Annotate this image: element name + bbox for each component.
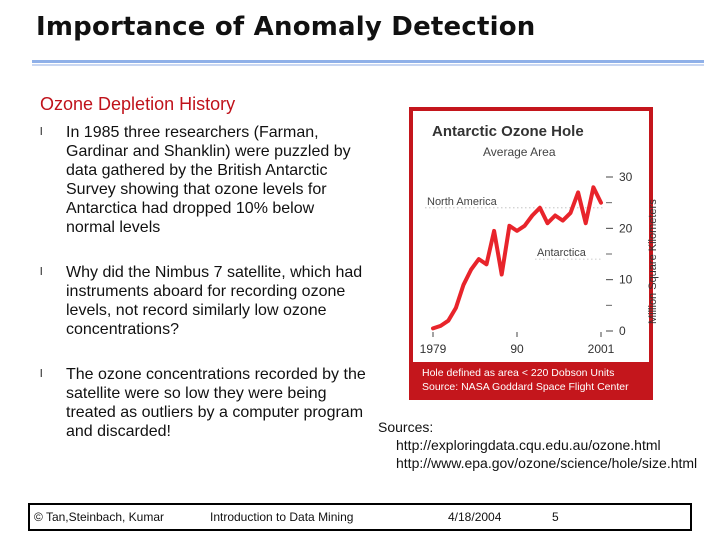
data-point xyxy=(554,214,557,217)
footer-course: Introduction to Data Mining xyxy=(210,510,354,524)
data-point xyxy=(508,224,511,227)
y-axis-label: Million Square Kilometers xyxy=(647,199,659,324)
chart-title: Antarctic Ozone Hole xyxy=(432,123,584,140)
x-tick-label: 1979 xyxy=(419,342,447,356)
bullet-marker: l xyxy=(40,266,43,278)
section-subtitle: Ozone Depletion History xyxy=(40,94,236,114)
sources-block xyxy=(378,418,697,472)
data-point xyxy=(599,201,602,204)
data-point xyxy=(584,222,587,225)
data-point xyxy=(462,283,465,286)
source-link-2[interactable]: http://www.epa.gov/ozone/science/hole/size.html xyxy=(396,455,698,471)
y-tick-label: 0 xyxy=(619,324,626,338)
reference-label: Antarctica xyxy=(537,247,586,260)
title-divider-shadow xyxy=(32,64,704,66)
chart-subtitle: Average Area xyxy=(483,145,556,159)
title-divider xyxy=(32,60,704,63)
data-point xyxy=(477,258,480,261)
bullet-text-1: In 1985 three researchers (Farman, Gardinar and Shanklin) were puzzled by data gathered by the British Antarctic Survey showing that ozone levels for Antarctica had dropped 10% below normal levels xyxy=(66,124,351,236)
footer-copyright: © Tan,Steinbach, Kumar xyxy=(34,510,165,524)
data-point xyxy=(500,273,503,276)
chart-note: Hole defined as area < 220 Dobson Units xyxy=(422,367,615,379)
data-point xyxy=(531,214,534,217)
ozone-chart-frame xyxy=(409,107,659,400)
data-point xyxy=(515,229,518,232)
data-point xyxy=(523,224,526,227)
data-point xyxy=(454,306,457,309)
data-point xyxy=(592,186,595,189)
bullet-marker: l xyxy=(40,368,43,380)
data-point xyxy=(439,324,442,327)
footer-date: 4/18/2004 xyxy=(448,510,502,524)
data-point xyxy=(546,222,549,225)
y-tick-label: 30 xyxy=(619,170,633,184)
data-point xyxy=(569,211,572,214)
bullet-marker: l xyxy=(40,126,43,138)
data-point xyxy=(492,229,495,232)
data-point xyxy=(447,319,450,322)
data-point xyxy=(561,219,564,222)
slide-title: Importance of Anomaly Detection xyxy=(36,12,536,42)
y-tick-label: 20 xyxy=(619,221,633,236)
footer-page-number: 5 xyxy=(552,510,559,524)
y-tick-label: 10 xyxy=(619,272,633,287)
slide-footer xyxy=(28,503,692,531)
chart-source: Source: NASA Goddard Space Flight Center xyxy=(422,381,629,393)
data-point xyxy=(485,263,488,266)
reference-label: North America xyxy=(427,195,497,208)
data-point xyxy=(576,191,579,194)
x-tick-label: 2001 xyxy=(587,342,615,356)
data-point xyxy=(470,268,473,271)
x-tick-label: 90 xyxy=(510,342,524,356)
ozone-hole-chart xyxy=(413,111,659,396)
sources-label: Sources: xyxy=(378,419,434,435)
data-point xyxy=(538,206,541,209)
source-link-1[interactable]: http://exploringdata.cqu.edu.au/ozone.html xyxy=(396,437,661,453)
bullet-text-2: Why did the Nimbus 7 satellite, which had instruments aboard for recording ozone levels, not record similarly low ozone concentrations? xyxy=(66,264,363,338)
bullet-text-3: The ozone concentrations recorded by the satellite were so low they were being treated as outliers by a computer program and discarded! xyxy=(66,366,366,440)
data-point xyxy=(431,327,434,330)
